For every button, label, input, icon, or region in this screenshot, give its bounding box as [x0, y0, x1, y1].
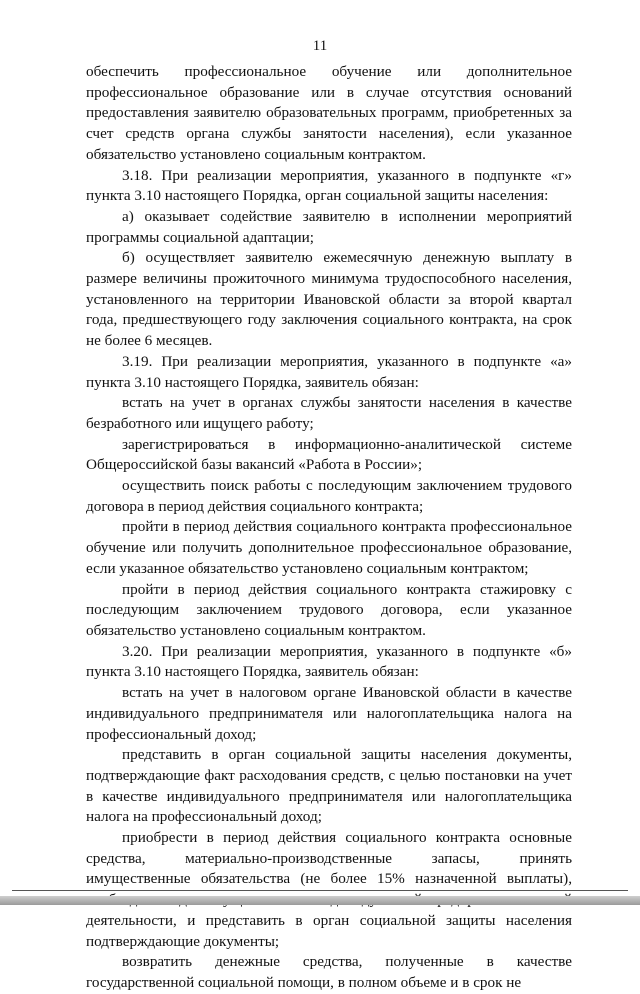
paragraph: осуществить поиск работы с последующим заключением трудового договора в период действия социального контракта;: [86, 477, 572, 515]
paragraph: возвратить денежные средства, полученные в качестве государственной социальной помощи, в полном объеме и в срок не: [86, 953, 572, 991]
paragraph: встать на учет в органах службы занятости населения в качестве безработного или ищущего работу;: [86, 394, 572, 432]
paragraph: представить в орган социальной защиты населения документы, подтверждающие факт расходования средств, с целью постановки на учет в качестве индивидуального предпринимателя или налогоплательщика налога на профессиональный доход;: [86, 746, 572, 826]
scan-edge-line: [12, 890, 628, 891]
paragraph: 3.20. При реализации мероприятия, указанного в подпункте «б» пункта 3.10 настоящего Порядка, заявитель обязан:: [86, 642, 572, 681]
document-body: [86, 62, 572, 994]
paragraph: а) оказывает содействие заявителю в исполнении мероприятий программы социальной адаптации;: [86, 207, 572, 246]
paragraph: приобрести в период действия социального контракта основные средства, материально-производственные запасы, принять имущественные обязательства (не более 15% назначенной выплаты), деятельности, и представить в орган социальной защиты населения подтверждающие документы;: [86, 829, 572, 950]
paragraph: пройти в период действия социального контракта стажировку с последующим заключением трудового договора, если указанное обязательство установлено социальным контрактом.: [86, 580, 572, 639]
paragraph: зарегистрироваться в информационно-аналитической системе Общероссийской базы вакансий «Работа в России»;: [86, 435, 572, 474]
scan-bottom-shadow: [0, 896, 640, 905]
paragraph: 3.18. При реализации мероприятия, указанного в подпункте «г» пункта 3.10 настоящего Порядка, орган социальной защиты населения:: [86, 166, 572, 205]
paragraph: пройти в период действия социального контракта профессиональное обучение или получить дополнительное профессиональное образование, если указанное обязательство установлено социальным контрактом;: [86, 518, 572, 577]
paragraph: б) осуществляет заявителю ежемесячную денежную выплату в размере величины прожиточного минимума трудоспособного населения, установленного на территории Ивановской области за второй квартал года, предшествующего году заключения социального контракта, на срок не более 6 месяцев.: [86, 249, 572, 350]
paragraph: встать на учет в налоговом органе Ивановской области в качестве индивидуального предпринимателя или налогоплательщика налога на профессиональный доход;: [86, 684, 572, 743]
paragraph: 3.19. При реализации мероприятия, указанного в подпункте «а» пункта 3.10 настоящего Порядка, заявитель обязан:: [86, 352, 572, 391]
paragraph: обеспечить профессиональное обучение или дополнительное профессиональное образование или в случае отсутствия оснований предоставления заявителю образовательных программ, приобретенных за счет средств органа службы занятости населения), если указанное обязательство установлено социальным контрактом.: [86, 63, 572, 163]
page-number: 11: [312, 38, 328, 54]
